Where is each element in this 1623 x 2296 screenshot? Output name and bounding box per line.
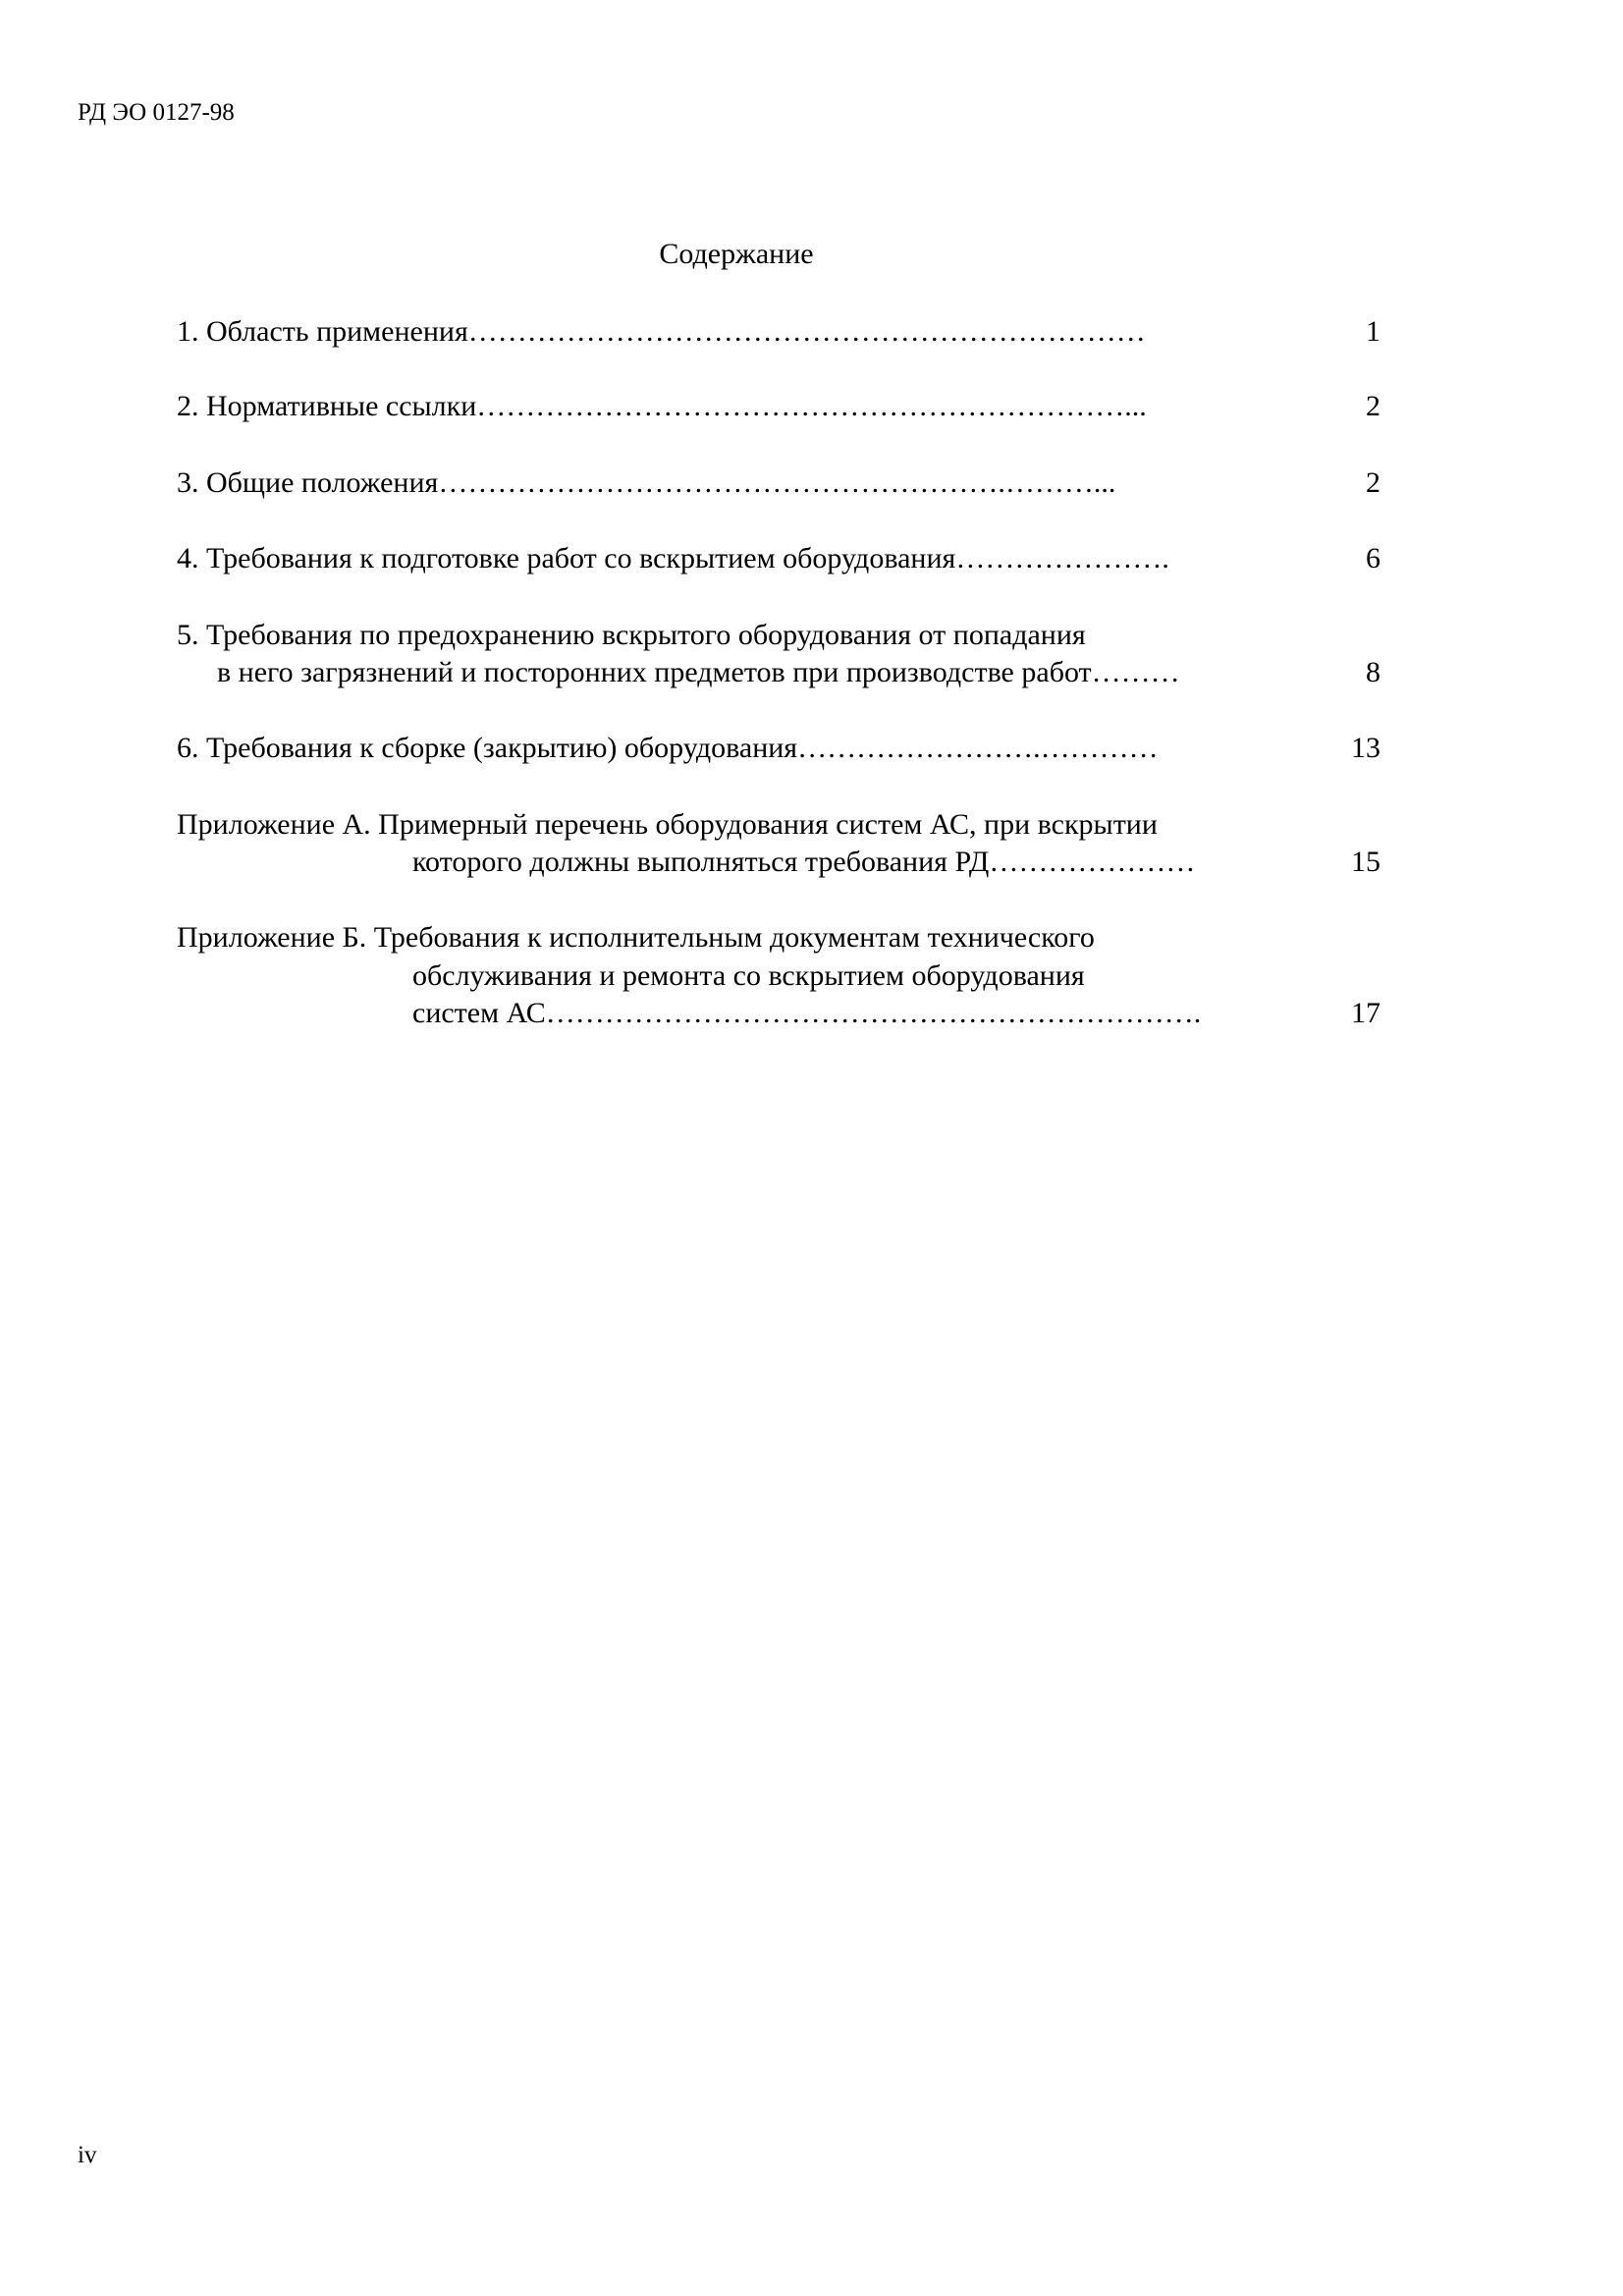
toc-entry-title: 5. Требования по предохранению вскрытого оборудования от попадания: [177, 619, 1086, 651]
page-number: iv: [78, 2142, 97, 2168]
toc-entry-page: 2: [1366, 390, 1380, 422]
toc-entry-title: 4. Требования к подготовке работ со вскрытием оборудования………………….: [177, 542, 1169, 574]
toc-entry-title-continuation: которого должны выполняться требования РД…………………: [412, 846, 1196, 878]
toc-entry-title-continuation: систем АС………………………………………………………….: [412, 997, 1202, 1029]
toc-entry-title: 6. Требования к сборке (закрытию) оборудования…………………….…………: [177, 732, 1159, 764]
toc-title: Содержание: [659, 238, 814, 270]
toc-entry-page: 6: [1366, 542, 1380, 574]
toc-entry-page: 2: [1366, 466, 1380, 499]
toc-entry-title: Приложение А. Примерный перечень оборудования систем АС, при вскрытии: [177, 808, 1158, 841]
toc-entry-page: 1: [1366, 315, 1380, 348]
toc-entry-page: 15: [1351, 846, 1380, 878]
toc-entry-title: 2. Нормативные ссылки…………………………………………………………...: [177, 390, 1147, 422]
document-code: РД ЭО 0127-98: [78, 99, 235, 126]
toc-entry-title-continuation: обслуживания и ремонта со вскрытием оборудования: [412, 959, 1085, 992]
toc-entry-title: Приложение Б. Требования к исполнительным документам технического: [177, 921, 1095, 954]
toc-entry-page: 13: [1351, 732, 1380, 764]
toc-entry-title: 3. Общие положения………………………………………………….………...: [177, 466, 1116, 499]
toc-entry-page: 8: [1366, 656, 1380, 688]
toc-entry-page: 17: [1351, 997, 1380, 1029]
toc-entry-title: 1. Область применения……………………………………………………………: [177, 315, 1146, 348]
toc-entry-title-continuation: в него загрязнений и посторонних предметов при производстве работ………: [217, 656, 1180, 688]
